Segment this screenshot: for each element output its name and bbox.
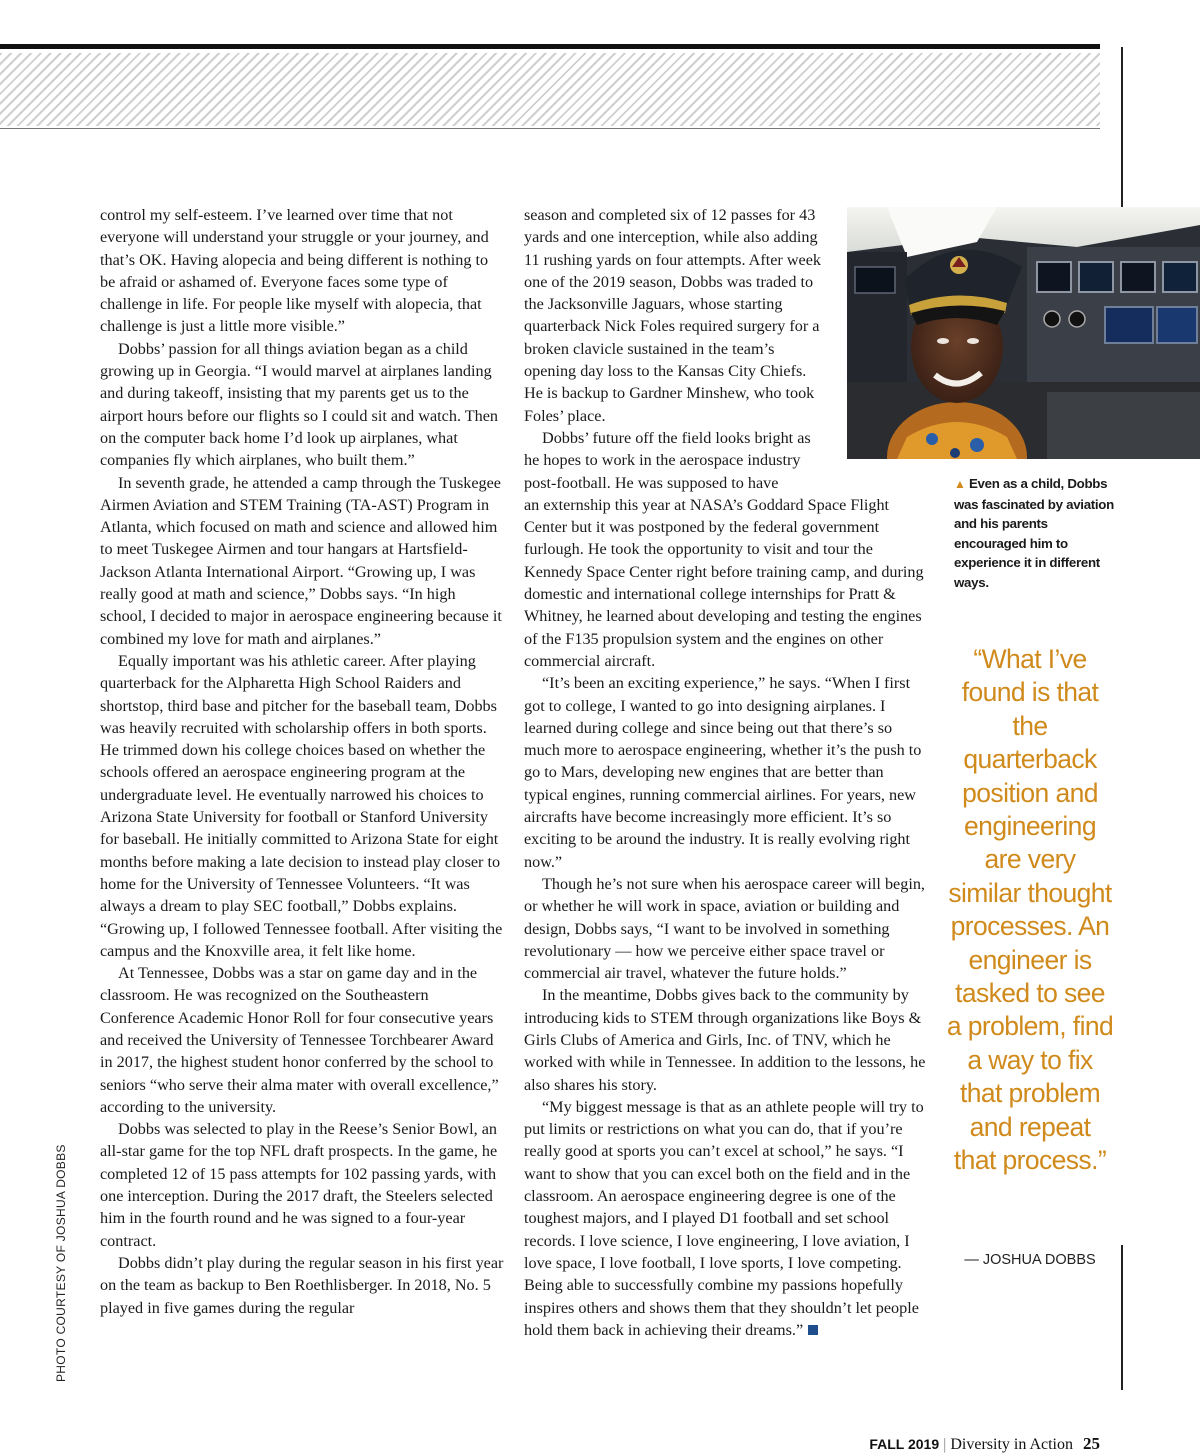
page-number: 25 [1083, 1434, 1100, 1453]
pull-quote-attribution: — JOSHUA DOBBS [964, 1252, 1096, 1268]
paragraph: In the meantime, Dobbs gives back to the community by introducing kids to STEM through organizations like Boys & Girls Clubs of America and Girls, Inc. of TNV, which he worked with while in Tennessee. In addition to the lessons, he also shares his story. [524, 986, 926, 1094]
cockpit-photo [847, 207, 1200, 459]
photo-caption [954, 474, 1114, 592]
photo-credit: PHOTO COURTESY OF JOSHUA DOBBS [54, 1144, 68, 1382]
footer-season: FALL 2019 [869, 1436, 940, 1452]
paragraph: Dobbs didn’t play during the regular season in his first year on the team as backup to Ben Roethlisberger. In 2018, No. 5 played in five games during the regular [100, 1253, 504, 1317]
caption-text: Even as a child, Dobbs was fascinated by aviation and his parents encouraged him to experience it in different ways. [954, 476, 1114, 590]
header-hatch-band [0, 53, 1100, 126]
paragraph: At Tennessee, Dobbs was a star on game day and in the classroom. He was recognized on the Southeastern Conference Academic Honor Roll for four consecutive years and received the University of Tennessee Torchbearer Award in 2017, the highest student honor conferred by the school to seniors “who serve their alma mater with overall excellence,” according to the university. [100, 964, 499, 1116]
pull-quote: “What I’ve found is that the quarterback position and engineering are very similar thought processes. An engineer is tasked to see a problem, find a way to fix that problem and repeat that process.” [946, 644, 1114, 1176]
side-rule-bottom [1121, 1245, 1123, 1390]
article-column-1 [100, 204, 504, 1319]
paragraph-final [524, 1096, 928, 1341]
paragraph: In seventh grade, he attended a camp through the Tuskegee Airmen Aviation and STEM Training (TA-AST) Program in Atlanta, which focused on math and science and allowed him to meet Tuskegee Airmen and tour hangars at Hartsfield-Jackson Atlanta International Airport. “Growing up, I was really good at math and science,” Dobbs says. “In high school, I decided to major in aerospace engineering because it combined my love for math and airplanes.” [100, 473, 502, 648]
square-end-mark-icon [808, 1325, 818, 1335]
cockpit-photo-illustration [847, 207, 1200, 459]
paragraph: control my self-esteem. I’ve learned over time that not everyone will understand your struggle or your journey, and that’s OK. Having alopecia and being different is nothing to be afraid or ashamed of. Everyone faces some type of challenge in life. For people like myself with alopecia, that challenge is just a little more visible.” [100, 206, 489, 336]
triangle-up-icon: ▲ [954, 477, 966, 491]
paragraph-continued: an externship this year at NASA’s Goddard Space Flight Center but it was postponed by the federal government furlough. He took the opportunity to visit and tour the Kennedy Space Center right before training camp, and during domestic and international college internships for Pratt & Whitney, he learned about developing and testing the engines of the F135 propulsion system and the engines on other commercial aircraft. [524, 495, 924, 670]
paragraph: Though he’s not sure when his aerospace career will begin, or whether he will work in space, aviation or building and design, Dobbs says, “I want to be involved in something revolutionary — how we perceive either space travel or commercial air travel, whatever the future holds.” [524, 874, 925, 983]
header-rule [0, 44, 1100, 49]
page-footer [869, 1434, 1100, 1454]
paragraph: “It’s been an exciting experience,” he says. “When I first got to college, I wanted to go into designing airplanes. I learned during college and since being out that there’s so much more to aerospace engineering, whether it’s the push to go to Mars, developing new engines that are better than typical engines, running commercial airlines. For years, new aircrafts have become increasingly more efficient. It’s so exciting to be around the industry. It is really evolving right now.” [524, 674, 922, 871]
footer-separator: | [943, 1436, 947, 1453]
paragraph: Equally important was his athletic career. After playing quarterback for the Alpharetta High School Raiders and shortstop, third base and pitcher for the baseball team, Dobbs was heavily recruited with scholarship offers in both sports. He trimmed down his college choices based on whether the schools offered an aerospace engineering program at the undergraduate level. He eventually narrowed his choices to Arizona State University for football or Stanford University for baseball. He initially committed to Arizona State for eight months before making a late decision to instead play closer to home for the University of Tennessee Volunteers. “It was always a dream to play SEC football,” Dobbs explains. “Growing up, I followed Tennessee football. After visiting the campus and the Knoxville area, it felt like home. [100, 651, 503, 960]
paragraph-final-text: “My biggest message is that as an athlete people will try to put limits or restrictions on what you can do, that if you’re really good at sports you can’t excel at school,” he says. “I want to show that you can excel both on the field and in the classroom. An aerospace engineering degree is one of the toughest majors, and I played D1 football and set school records. I love science, I love engineering, I love aviation, I love space, I love football, I love sports, I love competing. Being able to successfully combine my passions hopefully inspires others and shows them that they shouldn’t let people hold them back in achieving their dreams.” [524, 1097, 924, 1339]
paragraph: Dobbs’ passion for all things aviation began as a child growing up in Georgia. “I would marvel at airplanes landing and during takeoff, insisting that my parents get us to the airport hours before our flights so I could sit and watch. Then on the computer back home I’d look up airplanes, what companies fly which airplanes, who built them.” [100, 339, 499, 470]
header-hatch-rule [0, 128, 1100, 129]
side-rule-top [1121, 47, 1123, 207]
footer-publication: Diversity in Action [950, 1436, 1073, 1453]
paragraph: Dobbs was selected to play in the Reese’s Senior Bowl, an all-star game for the top NFL draft prospects. In the game, he completed 12 of 15 pass attempts for 102 passing yards, with one interception. During the 2017 draft, the Steelers selected him in the fourth round and he was signed to a four-year contract. [100, 1120, 498, 1250]
paragraph: Dobbs’ future off the field looks bright as he hopes to work in the aerospace industry post-football. He was supposed to have [524, 428, 811, 492]
paragraph: season and completed six of 12 passes for 43 yards and one interception, while also adding 11 rushing yards on four attempts. After week one of the 2019 season, Dobbs was traded to the Jacksonville Jaguars, whose starting quarterback Nick Foles required surgery for a broken clavicle sustained in the team’s opening day loss to the Kansas City Chiefs. He is backup to Gardner Minshew, who took Foles’ place. [524, 206, 822, 425]
